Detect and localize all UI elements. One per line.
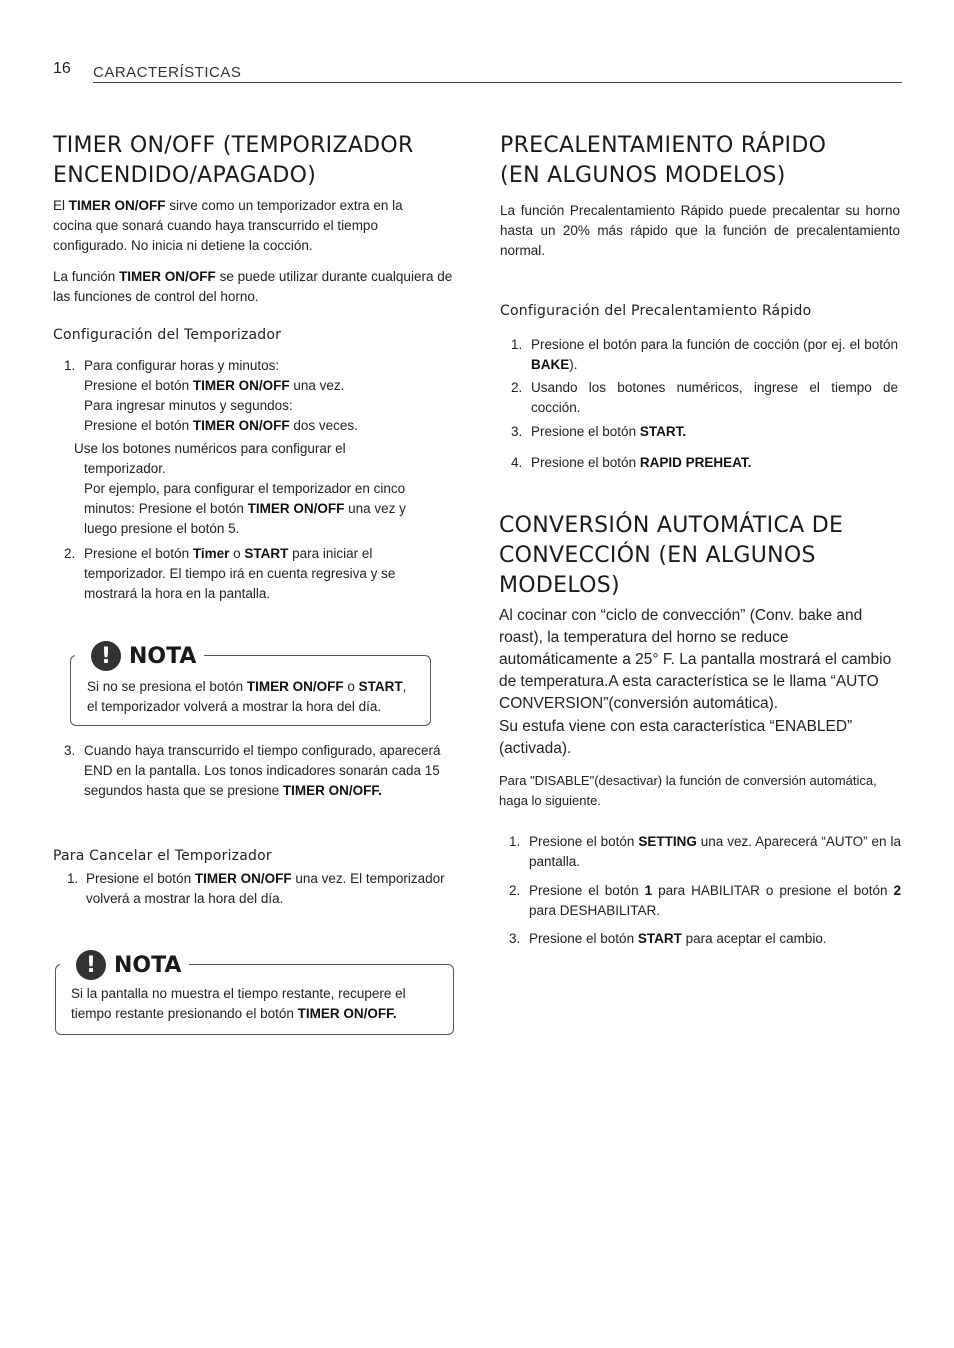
timer-title-line2: ENCENDIDO/APAGADO): [53, 163, 317, 188]
cancel-step-1: 1. Presione el botón TIMER ON/OFF una vez. El temporizador volverá a mostrar la hora del día.: [67, 871, 445, 906]
timer-config-heading: Configuración del Temporizador: [53, 327, 282, 343]
note-title-2: NOTA: [114, 952, 182, 978]
conversion-title-line1: CONVERSIÓN AUTOMÁTICA DE: [499, 513, 844, 538]
rapid-preheat-title-line2: (EN ALGUNOS MODELOS): [500, 163, 786, 188]
conversion-title-line2: CONVECCIÓN (EN ALGUNOS: [499, 543, 816, 568]
rapid-preheat-title-line1: PRECALENTAMIENTO RÁPIDO: [500, 133, 827, 158]
page-number: 16: [53, 60, 71, 77]
note-header-2: [60, 948, 189, 982]
rapid-preheat-intro: La función Precalentamiento Rápido puede precalentar su horno hasta un 20% más rápido que la función de precalentamiento normal.: [500, 203, 900, 258]
note-header-1: [75, 639, 204, 673]
timer-title: [53, 131, 473, 191]
rapid-step-4: 4. Presione el botón RAPID PREHEAT.: [511, 455, 752, 470]
rapid-step-1: 1. Presione el botón para la función de cocción (por ej. el botón BAKE).: [511, 337, 898, 372]
conversion-step-3: 3. Presione el botón START para aceptar el cambio.: [509, 931, 827, 946]
timer-title-line1: TIMER ON/OFF (TEMPORIZADOR: [53, 133, 414, 158]
timer-intro-1: El TIMER ON/OFF sirve como un temporizador extra en la cocina que sonará cuando haya transcurrido el tiempo configurado. No inicia ni detiene la cocción.: [53, 198, 403, 253]
conversion-title-line3: MODELOS): [499, 573, 620, 598]
rapid-preheat-title: [500, 131, 920, 191]
timer-intro-2: La función TIMER ON/OFF se puede utilizar durante cualquiera de las funciones de control del horno.: [53, 269, 453, 304]
conversion-p1: Al cocinar con “ciclo de convección” (Conv. bake and roast), la temperatura del horno se reduce automáticamente a 25° F. La pantalla mostrará el cambio de temperatura.A esta característica se le llama “AUTO CONVERSION”(conversión automática).: [499, 607, 892, 712]
note-text-1: Si no se presiona el botón TIMER ON/OFF o START, el temporizador volverá a mostrar la hora del día.: [87, 679, 407, 714]
timer-step-3: 3. Cuando haya transcurrido el tiempo configurado, aparecerá END en la pantalla. Los tonos indicadores sonarán cada 15 segundos hasta que se presione TIMER ON/OFF.: [64, 743, 441, 798]
timer-step-1: 1. Para configurar horas y minutos: Presione el botón TIMER ON/OFF una vez. Para ingresar minutos y segundos: Presione el botón TIMER ON/OFF dos veces. Use los botones numéricos para configurar el temporizador. Por ejemplo, para configurar el temporizador en cinco minutos: Presione el botón TIMER ON/OFF una vez y luego presione el botón 5.: [64, 358, 406, 536]
conversion-step-2: 2. Presione el botón 1 para HABILITAR o presione el botón 2 para DESHABILITAR.: [509, 883, 902, 918]
exclamation-icon: !: [91, 641, 121, 671]
rapid-config-heading: Configuración del Precalentamiento Rápido: [500, 303, 812, 319]
timer-step-2: 2. Presione el botón Timer o START para iniciar el temporizador. El tiempo irá en cuenta regresiva y se mostrará la hora en la pantalla.: [64, 546, 396, 601]
conversion-step-1: 1. Presione el botón SETTING una vez. Aparecerá “AUTO” en la pantalla.: [509, 834, 901, 869]
rapid-step-2: 2. Usando los botones numéricos, ingrese el tiempo de cocción.: [511, 380, 898, 415]
note-text-2: Si la pantalla no muestra el tiempo restante, recupere el tiempo restante presionando el botón TIMER ON/OFF.: [71, 986, 406, 1021]
note-title-1: NOTA: [129, 643, 197, 669]
header-rule: [93, 82, 902, 83]
rapid-step-3: 3. Presione el botón START.: [511, 424, 687, 439]
conversion-title: [499, 511, 919, 601]
conversion-p2: Su estufa viene con esta característica “ENABLED” (activada).: [499, 718, 853, 757]
conversion-p3: Para "DISABLE"(desactivar) la función de conversión automática, haga lo siguiente.: [499, 773, 877, 808]
exclamation-icon: !: [76, 950, 106, 980]
section-label: CARACTERÍSTICAS: [93, 64, 242, 81]
cancel-heading: Para Cancelar el Temporizador: [53, 848, 272, 864]
